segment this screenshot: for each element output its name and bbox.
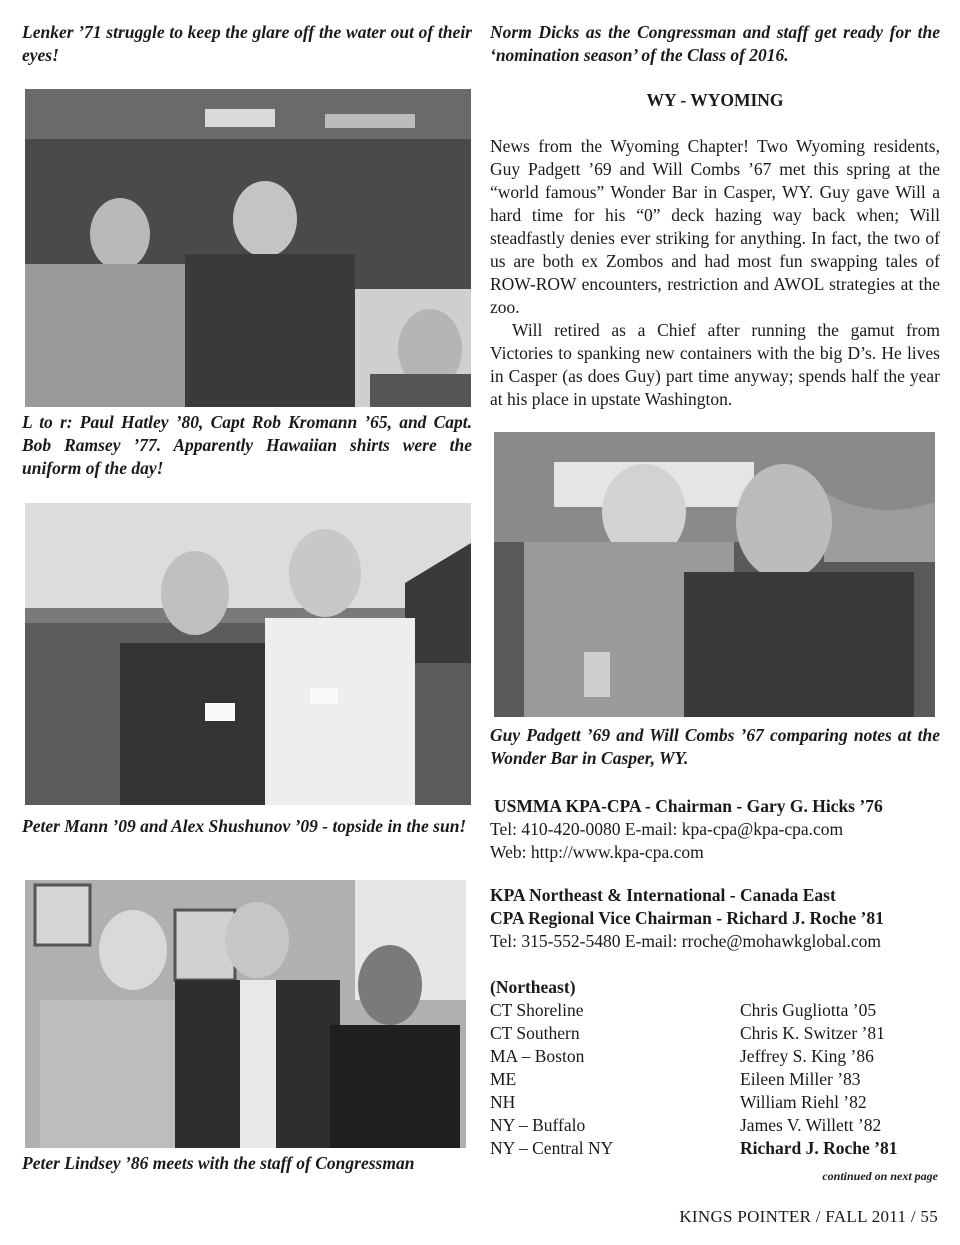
directory-name: Eileen Miller ’83 <box>740 1069 861 1089</box>
directory-name: James V. Willett ’82 <box>740 1115 882 1135</box>
photo-wonder-bar <box>494 432 935 717</box>
photo-congressman-staff <box>25 880 466 1148</box>
directory-name: Jeffrey S. King ’86 <box>740 1046 874 1066</box>
kpa-national-contact: Tel: 410-420-0080 E-mail: kpa-cpa@kpa-cpa.com <box>490 819 844 839</box>
photo-boat-hawaiian-shirts <box>25 89 471 407</box>
kpa-national-heading: USMMA KPA-CPA - Chairman - Gary G. Hicks ’76 <box>494 796 883 816</box>
kpa-northeast-heading: KPA Northeast & International - Canada East <box>490 885 836 905</box>
directory-location: CT Southern <box>490 1023 580 1043</box>
directory-location: CT Shoreline <box>490 1000 584 1020</box>
photo3-caption: Peter Lindsey ’86 meets with the staff of Congressman <box>22 1153 415 1173</box>
region-label: (Northeast) <box>490 977 576 997</box>
section-heading-wyoming: WY - WYOMING <box>646 90 784 110</box>
directory-location: NH <box>490 1092 516 1112</box>
directory-location: MA – Boston <box>490 1046 585 1066</box>
kpa-northeast-contact: Tel: 315-552-5480 E-mail: rroche@mohawkglobal.com <box>490 931 882 951</box>
wyoming-article <box>490 135 940 411</box>
directory-name: William Riehl ’82 <box>740 1092 867 1112</box>
directory-location: ME <box>490 1069 517 1089</box>
continued-note: continued on next page <box>822 1169 938 1183</box>
page-footer: KINGS POINTER / FALL 2011 / 55 <box>679 1207 938 1226</box>
directory-name: Chris K. Switzer ’81 <box>740 1023 885 1043</box>
article-paragraph-1: News from the Wyoming Chapter! Two Wyoming residents, Guy Padgett ’69 and Will Combs ’67 met this spring at the “world famous” Wonder Bar in Casper, WY. Guy gave Will a hard time for his “0” deck hazing way back when; Will steadfastly denies ever striking for anything. In fact, the two of us are both ex Zombos and had most fun swapping tales of ROW-ROW encounters, restriction and AWOL strategies at the zoo. <box>490 136 940 317</box>
top-right-caption: Norm Dicks as the Congressman and staff get ready for the ‘nomination season’ of the Class of 2016. <box>490 22 940 65</box>
kpa-northeast-block <box>490 884 950 953</box>
article-paragraph-2: Will retired as a Chief after running the gamut from Victories to spanking new containers with the big D’s. He lives in Casper (as does Guy) part time anyway; spends half the year at his place in upstate Washington. <box>490 320 940 409</box>
kpa-national-web: Web: http://www.kpa-cpa.com <box>490 842 704 862</box>
directory-location: NY – Central NY <box>490 1138 614 1158</box>
kpa-national-block <box>490 795 950 864</box>
photo1-caption: L to r: Paul Hatley ’80, Capt Rob Kromann ’65, and Capt. Bob Ramsey ’77. Apparently Hawaiian shirts were the uniform of the day! <box>22 412 472 478</box>
directory-location: NY – Buffalo <box>490 1115 586 1135</box>
photo4-caption: Guy Padgett ’69 and Will Combs ’67 comparing notes at the Wonder Bar in Casper, WY. <box>490 725 940 768</box>
photo2-caption: Peter Mann ’09 and Alex Shushunov ’09 - topside in the sun! <box>22 816 467 836</box>
directory-name: Richard J. Roche ’81 <box>740 1138 898 1158</box>
cpa-regional-heading: CPA Regional Vice Chairman - Richard J. Roche ’81 <box>490 908 884 928</box>
photo-two-young-men <box>25 503 471 805</box>
directory-name: Chris Gugliotta ’05 <box>740 1000 877 1020</box>
top-left-caption: Lenker ’71 struggle to keep the glare off the water out of their eyes! <box>22 22 472 65</box>
